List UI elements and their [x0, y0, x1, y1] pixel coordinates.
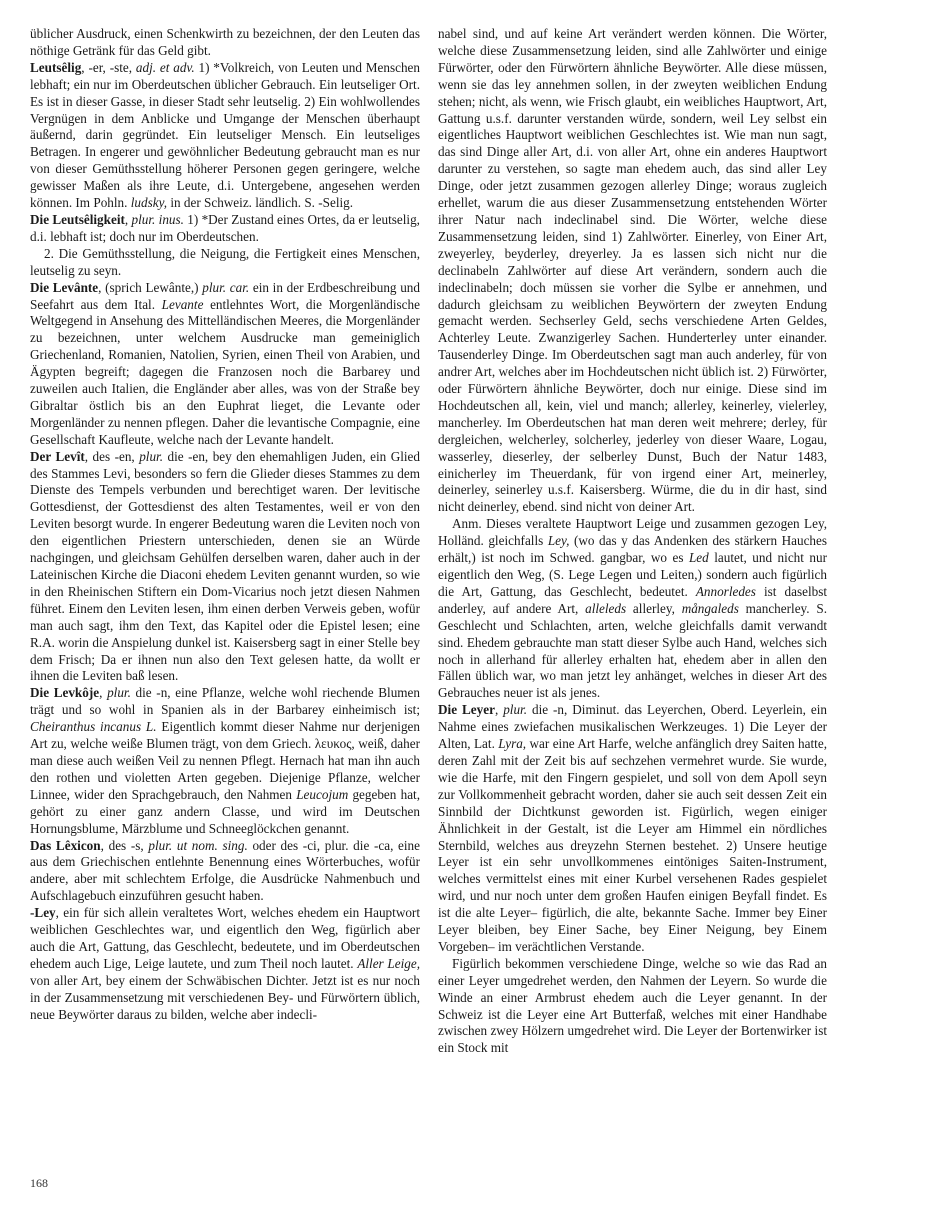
entry-grammar: plur. car. [202, 279, 250, 295]
page-number: 168 [30, 1176, 48, 1190]
left-column [30, 26, 420, 1023]
entry-lemma: Das Lêxicon [30, 837, 101, 853]
continuation-paragraph: nabel sind, und auf keine Art verändert werden können. Die Wörter, welche diese Zusammensetzung leiden, sind alle Zahlwörter und einige Fürwörter, oder den Fürwörtern ähnliche Beywörter. Alle diese müssen, wenn sie das ley annehmen sollen, in der zweyten weiblichen Endung stehen; nicht, als wenn, wie Frisch glaubt, ein weibliches Hauptwort, Art, Gattung u.s.f. darunter verstanden würde, sondern, weil Ley selbst ein eigentliches Hauptwort weiblichen Geschlechtes ist. Wie man nun sagt, das sind Dinge aller Art, d.i. von aller Art, ohne ein anderes Hauptwort darunter zu verstehen, so sagte man ehedem auch, das sind aller Ley Dinge, oder jetzt zusammen gezogen allerley Dinge; woraus zugleich erhellet, warum die aus dieser Zusammensetzung entstehenden Wörter ihrer Natur nach indeclinabel sind. Die Wörter, welche diese Zusammensetzung leiden, sind 1) Zahlwörter. Einerley, von Einer Art, zweyerley, beyderley, dreyerley. Ja es lassen sich nicht nur die declinabeln Zahlwörter auf diese Art verändern, sondern auch die indeclinabeln; doch müssen sie vorher die Sylbe er annehmen, und dadurch gleichsam zu weiblichen Beywörtern der zweyten Endung gemacht werden. Sechserley Geld, sechs verschiedene Arten Geldes, Achterley Leute. Zwanzigerley Sachen. Hunderterley unter einander. Tausenderley Dinge. Im Oberdeutschen sagt man auch anderley, für von andrer Art, welches aber im Hochdeutschen nicht üblich ist. 2) Fürwörter, oder Fürwörtern ähnliche Beywörter, doch nur einige. Diese sind im Hochdeutschen all, kein, viel und manch; allerley, keinerley, vielerley, mancherley. Im Oberdeutschen hat man deren weit mehrere; derley, für dergleichen, welcherley, solcherley, jederley von dieser Waare, Logau, wasserley, dieserley, der selberley Dunst, Buch der Natur 1483, einicherley im Theuerdank, für von irgend einer Art, meinerley, deinerley, seinerley u.s.f. Kaisersberg. Würme, die du in dir hast, sind nicht deinerley, ebend. sind nicht von deiner Art. [438, 26, 827, 515]
entry-text: , [494, 702, 504, 718]
entry-lemma: Die Leyer [438, 702, 495, 718]
entry-leyer [438, 702, 827, 956]
entry-text: die -n, Diminut. das Leyerchen, Oberd. Leyerlein, ein Nahme eines zwiefachen musikalischen Werkzeuges. 1) Die Leyer der Alten, Lat. [438, 702, 827, 752]
entry-grammar: plur. [139, 448, 164, 464]
entry-text: oder des -ci, plur. die -ca, eine aus dem Griechischen entlehnte Benennung eines Wörterbuches, wofür andere, aber mit schlechtem Erfolge, die Ausdrücke Nahmenbuch und Aufschlagebuch einzuführen gesucht haben. [30, 837, 421, 904]
entry-italic: Lyra, [498, 736, 527, 752]
entry-text: die -en, bey den ehemahligen Juden, ein Glied des Stammes Levi, besonders so fern die Glieder dieses Stammes zu dem Dienste des Tempels verbunden und berechtiget waren. Der levitische Gottesdienst, der Gottesdienst des alten Testamentes, weil er von den Leviten besorgt wurde. In engerer Bedeutung waren die Leviten noch von den eigentlichen Priestern unterschieden, denen sie an Würde nachgingen, und gleichsam Gehülfen derselben waren, daher auch in der Lateinischen Kirche die Diaconi ehedem Leviten genannt wurden, so wie in den Rheinischen Stiftern ein Dom-Vicarius noch jetzt diesen Nahmen führet. Einem den Leviten lesen, ihm einen derben Verweis geben, wofür man auch sagt, ihm den Text, das Kapitel oder die Epistel lesen; eine R.A. worin die Anspielung dunkel ist. Kaisersberg sagt in einer Stelle bey dem Frisch; Da er ihnen nun also den Text gelesen hatte, da wollt er ihnen die Leviten baß lesen. [30, 448, 420, 684]
right-column [438, 26, 827, 1057]
entry-lemma: Die Levkôje [30, 685, 100, 701]
entry-text: war eine Art Harfe, welche anfänglich drey Saiten hatte, deren Zahl mit der Zeit bis auf sechzehen vermehret wurde. Sie wurde, wie die Harfe, mit den Fingern gespielet, und soll von dem Apoll seyn zur Vollkommenheit gebracht worden, daher sie auch seit dessen Zeit ein Sinnbild der Dichtkunst geworden ist. Figürlich, wegen einiger Ähnlichkeit in der Gestalt, ist die Leyer am Himmel ein nördliches Sternbild, welches aus dreyzehn Sternen bestehet. 2) Unsere heutige Leyer ist ein sehr unvollkommenes eintöniges Saiten-Instrument, welches vermittelst eines mit einer Kurbel versehenen Rades gespielet wird, und nur noch unter dem großen Haufen einigen Beyfall findet. Es ist die alte Leyer– figürlich, die alte, bekannte Sache. Immer bey Einer Leyer bleiben, bey Einer Sache, bey Einer Neigung, bey Einem Vorgeben– im verächtlichen Verstande. [438, 736, 827, 954]
entry-text: 1) *Der Zustand eines Ortes, da er leutselig, d.i. lebhaft ist; doch nur im Oberdeutschen. [30, 211, 420, 244]
annotation-paragraph [438, 516, 827, 702]
entry-lexicon [30, 838, 420, 906]
annotation-text: Anm. Dieses veraltete Hauptwort Leige und zusammen gezogen Ley, Holländ. gleichfalls [438, 516, 827, 549]
entry-levit [30, 449, 420, 686]
entry-italic: ludsky, [130, 195, 168, 211]
annotation-text: mancherley. S. Geschlecht und Schlachten, arten, welche gleichfalls damit verwandt sind. Ehedem gebrauchte man statt dieser Sylbe auch Hand, welches sich noch in allerhand für allerley erhalten hat, ehedem aber in allen den Fällen üblich war, wo man jetzt ley anhänget, welches in dieser Art des Gebrauches neuer ist als jenes. [438, 600, 827, 701]
entry-text: , [124, 211, 132, 227]
entry-lemma: Die Leutsêligkeit [30, 211, 125, 227]
entry-italic: Leucojum [296, 786, 349, 802]
entry-italic: Annorledes [695, 583, 756, 599]
entry-italic: Levante [161, 296, 204, 312]
entry-leutselig [30, 60, 420, 212]
entry-text: in der Schweiz. ländlich. S. -Selig. [167, 195, 354, 211]
entry-lemma: -Ley [30, 905, 56, 921]
entry-italic: Ley, [547, 533, 570, 549]
entry-text: ein in der Erdbeschreibung und Seefahrt aus dem Ital. [30, 279, 420, 312]
entry-grammar: plur. inus. [131, 211, 184, 227]
entry-levkoje [30, 685, 420, 837]
entry-lemma: Der Levît [30, 448, 85, 464]
entry-italic: Led [688, 550, 709, 566]
annotation-text: (wo das y das Andenken des stärkern Hauches erhält,) ist noch im Schwed. gangbar, wo es [438, 533, 827, 566]
entry-lemma: Die Levânte [30, 279, 99, 295]
entry-text: , des -s, [100, 837, 149, 853]
entry-grammar: adj. et adv. [135, 59, 195, 75]
entry-subparagraph: 2. Die Gemüthsstellung, die Neigung, die Fertigkeit eines Menschen, leutselig zu seyn. [30, 245, 420, 278]
continuation-paragraph: üblicher Ausdruck, einen Schenkwirth zu bezeichnen, der den Leuten das nöthige Getränk für das Geld gibt. [30, 26, 420, 58]
entry-italic: Cheiranthus incanus L. [30, 719, 157, 735]
entry-subparagraph: Figürlich bekommen verschiedene Dinge, welche so wie das Rad an einer Leyer umgedrehet werden, den Nahmen der Leyern. So wurde die Winde an einer Armbrust ehedem auch die Leyer genannt. In der Schweiz ist die Leyer eine Art Butterfaß, welches mit einer Handhabe zwischen zwey Hölzern umgedrehet wird. Die Leyer der Bortenwirker ist ein Stock mit [438, 955, 827, 1056]
entry-text: , [99, 685, 108, 701]
entry-text: , des -en, [84, 448, 140, 464]
entry-text: Eigentlich kommt dieser Nahme nur derjenigen Art zu, welche weiße Blumen trägt, von dem Griech. λευκος, weiß, daher man diese auch weißen Veil zu nennen Pflegt. Hernach hat man ihn auch den rothen und violetten Arten gegeben. Diejenige Pflanze, welcher Linnee, wider den Sprachgebrauch, den Nahmen [30, 719, 420, 802]
entry-text: , -er, -ste, [81, 59, 136, 75]
entry-lemma: Leutsêlig [30, 59, 82, 75]
entry-text: , (sprich Lewânte,) [98, 279, 203, 295]
entry-grammar: plur. [107, 685, 131, 701]
entry-grammar: plur. [503, 702, 528, 718]
entry-text: 1) *Volkreich, von Leuten und Menschen lebhaft; ein nur im Oberdeutschen üblicher Gebrauch. Ein leutseliger Ort. Es ist in dieser Gasse, in dieser Stadt sehr leutselig. 2) Ein wohlwollendes Vergnügen in dem Anblicke und Umgange der Menschen überhaupt äußernd, darin gegründet. Ein leutseliger Mensch. Ein leutseliges Betragen. In engerer und gewöhnlicher Bedeutung gebraucht man es nur von dieser Gemüthsstellung höherer Personen gegen geringere, welche gewisser Maßen als ihre Leute, d.i. Untergebene, angesehen werden können. Im Pohln. [30, 59, 421, 211]
dictionary-page [30, 26, 910, 1186]
entry-text: entlehntes Wort, die Morgenländische Weltgegend in Ansehung des Mittelländischen Meeres, die Morgenländer zu bezeichnen, unter welchem Ausdrucke man gemeiniglich Griechenland, Romanien, Natolien, Syrien, einen Theil von Arabien, und Ägypten begreift; dagegen die Franzosen noch die Barbarey und zuweilen auch Italien, die Engländer aber alles, was von der Straße bey Gibraltar östlich bis an den Euphrat lieget, die Levante oder Morgenländer zu nennen pflegen. Daher die levantische Compagnie, eine Gesellschaft Kaufleute, welche nach der Levante handelt. [30, 296, 420, 447]
entry-text: , ein für sich allein veraltetes Wort, welches ehedem ein Hauptwort weiblichen Geschlechtes war, und eigentlich den Weg, figürlich aber auch die Art, Gattung, das Geschlecht, bedeutete, und im Oberdeutschen ehedem auch Lige, Leige lautete, und zum Theil noch lautet. [30, 905, 420, 971]
entry-levante [30, 280, 420, 449]
annotation-text: allerley, [626, 600, 682, 616]
entry-ley [30, 905, 420, 1023]
entry-grammar: plur. ut nom. sing. [148, 837, 248, 853]
entry-italic: mångaleds [681, 600, 739, 616]
entry-italic: Aller Leige, [357, 955, 420, 971]
entry-italic: alleleds [585, 600, 627, 616]
entry-leutseligkeit [30, 212, 420, 246]
entry-text: die -n, eine Pflanze, welche wohl riechende Blumen trägt und so wohl in Spanien als in der Barbarey einheimisch ist; [30, 685, 420, 718]
annotation-text: lautet, und nicht nur eigentlich den Weg, (S. Lege Legen und Leiten,) sondern auch figürlich die Art, Gattung, das Geschlecht, bedeutet. [438, 550, 827, 599]
entry-text: von aller Art, bey einem der Schwäbischen Dichter. Jetzt ist es nur noch in der Zusammensetzung mit verschiedenen Bey- und Fürwörtern üblich, neue Beywörter daraus zu bilden, welche aber indecli- [30, 972, 420, 1022]
annotation-text: ist daselbst anderley, auf andere Art, [438, 583, 827, 616]
entry-text: gegeben hat, gehört zu einer ganz andern Classe, und wird im Deutschen Hornungsblume, Märzblume und Schneeglöckchen genannt. [30, 786, 421, 836]
